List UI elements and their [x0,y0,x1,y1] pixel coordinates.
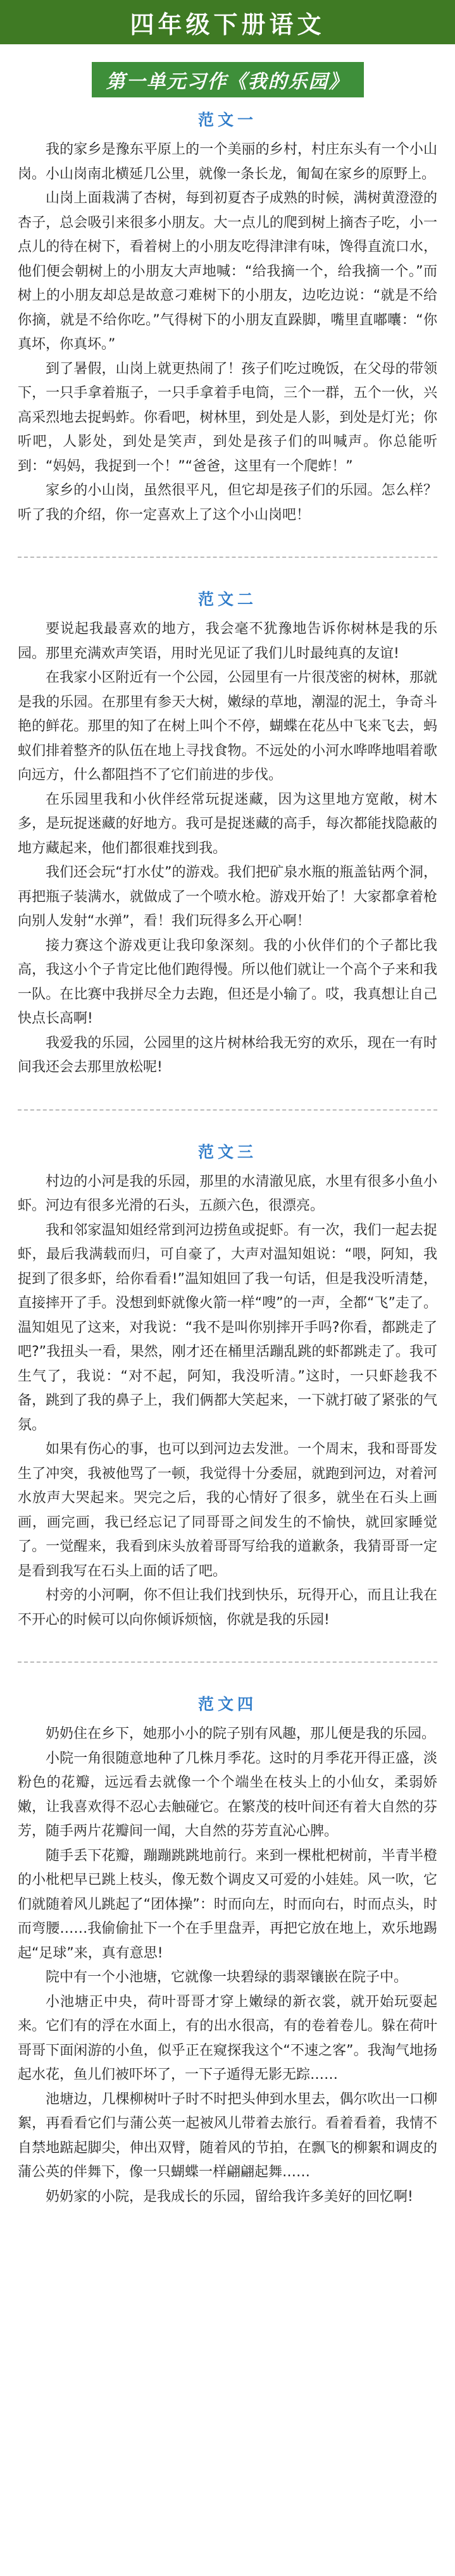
essay-paragraph: 要说起我最喜欢的地方，我会毫不犹豫地告诉你树林是我的乐园。那里充满欢声笑语，用时光见证了我们儿时最纯真的友谊! [18,621,437,662]
essay-paragraph: 在乐园里我和小伙伴经常玩捉迷藏，因为这里地方宽敞，树木多，是玩捉迷藏的好地方。我可是捉迷藏的高手，每次都能找隐蔽的地方藏起来，他们都很难找到我。 [18,791,437,856]
essay-paragraph: 接力赛这个游戏更让我印象深刻。我的小伙伴们的个子都比我高，我这小个子肯定比他们跑得慢。所以他们就让一个高个子来和我一队。在比赛中我拼尽全力去跑，但还是小输了。哎，我真想让自己快点长高啊! [18,937,437,1026]
essay-paragraph: 我的家乡是豫东平原上的一个美丽的乡村，村庄东头有一个小山岗。小山岗南北横延几公里，就像一条长龙，匍匐在家乡的原野上。 [18,142,437,182]
essay-paragraph: 如果有伤心的事，也可以到河边去发泄。一个周末，我和哥哥发生了冲突，我被他骂了一顿，我觉得十分委屈，就跑到河边，对着河水放声大哭起来。哭完之后，我的心情好了很多，就坐在石头上画画，画完画，我已经忘记了同哥哥之间发生的不愉快，就回家睡觉了。一觉醒来，我看到床头放着哥哥写给我的道歉条，我猜哥哥一定是看到我写在石头上面的话了吧。 [18,1441,437,1579]
essay-label: 范文二 [197,590,257,608]
essay-3 [18,1140,437,1633]
essay-paragraph: 我们还会玩“打水仗”的游戏。我们把矿泉水瓶的瓶盖钻两个洞，再把瓶子装满水，就做成了一个喷水枪。游戏开始了！大家都拿着枪向别人发射“水弹”，看！我们玩得多么开心啊！ [18,865,437,929]
essay-1 [18,108,437,527]
essay-paragraph: 村边的小河是我的乐园，那里的水清澈见底，水里有很多小鱼小虾。河边有很多光滑的石头，五颜六色，很漂亮。 [18,1173,437,1214]
grade-title-banner: 四年级下册语文 [0,0,455,44]
essay-paragraph: 我爱我的乐园，公园里的这片树林给我无穷的欢乐，现在一有时间我还会去那里放松呢! [18,1035,437,1075]
essay-paragraph: 我和邻家温知姐经常到河边捞鱼或捉虾。有一次，我们一起去捉虾，最后我满载而归，可自豪了，大声对温知姐说：“喂，阿知，我捉到了很多虾，给你看看!”温知姐回了我一句话，但是我没听清楚，直接摔开了手。没想到虾就像火箭一样“嗖”的一声，全都“飞”走了。温知姐见了这来，对我说：“我不是叫你别摔开手吗?你看，都跳走了吧?”我扭头一看，果然，刚才还在桶里活蹦乱跳的虾都跳走了。我可生气了，我说：“对不起，阿知，我没听清。”这时，一只虾趁我不备，跳到了我的鼻子上，我们俩都大笑起来，一下就打破了紧张的气氛。 [18,1222,437,1433]
unit-heading: 第一单元习作《我的乐园》 [92,62,364,97]
essay-paragraph: 山岗上面栽满了杏树，每到初夏杏子成熟的时候，满树黄澄澄的杏子，总会吸引来很多小朋友。大一点儿的爬到树上摘杏子吃，小一点儿的待在树下，看着树上的小朋友吃得津津有味，馋得直流口水，他们便会朝树上的小朋友大声地喊：“给我摘一个，给我摘一个。”而树上的小朋友却总是故意刁难树下的小朋友，边吃边说：“就是不给你摘，就是不给你吃。”气得树下的小朋友直跺脚，嘴里直嘟囔：“你真坏，你真坏。” [18,190,437,352]
section-divider [18,1109,437,1111]
section-divider [18,557,437,558]
essay-2 [18,587,437,1080]
essay-paragraph: 到了暑假，山岗上就更热闹了！孩子们吃过晚饭，在父母的带领下，一只手拿着瓶子，一只手拿着手电筒，三个一群，五个一伙，兴高采烈地去捉蚂蚱。你看吧，树林里，到处是人影，到处是灯光；你听吧，人影处，到处是笑声，到处是孩子们的叫喊声。你总能听到：“妈妈，我捉到一个！”“爸爸，这里有一个爬蚱！” [18,361,437,474]
section-divider [18,1661,437,1663]
essay-paragraph: 奶奶家的小院，是我成长的乐园，留给我许多美好的回忆啊! [46,2188,413,2205]
essay-label: 范文三 [197,1142,257,1161]
essay-paragraph: 院中有一个小池塘，它就像一块碧绿的翡翠镶嵌在院子中。 [46,1969,408,1985]
essay-paragraph: 随手丢下花瓣，蹦蹦跳跳地前行。来到一棵枇杷树前，半青半橙的小枇杷早已跳上枝头，像无数个调皮又可爱的小娃娃。风一吹，它们就随着风儿跳起了“团体操”：时而向左，时而向右，时而点头，时而弯腰……我偷偷扯下一个在手里盘弄，再把它放在地上，欢乐地踢起“足球”来，真有意思! [18,1847,437,1961]
essay-4 [18,1692,437,2209]
essay-paragraph: 在我家小区附近有一个公园，公园里有一片很茂密的树林，那就是我的乐园。在那里有参天大树，嫩绿的草地，潮湿的泥土，争奇斗艳的鲜花。那里的知了在树上叫个不停，蝴蝶在花丛中飞来飞去，蚂蚁们排着整齐的队伍在地上寻找食物。不远处的小河水哗哗地唱着歌向远方，什么都阻挡不了它们前进的步伐。 [18,670,437,783]
essay-paragraph: 池塘边，几棵柳树叶子时不时把头伸到水里去，偶尔吹出一口柳絮，再看看它们与蒲公英一起被风儿带着去旅行。看着看着，我情不自禁地踮起脚尖，伸出双臂，随着风的节拍，在飘飞的柳絮和调皮的蒲公英的伴舞下，像一只蝴蝶一样翩翩起舞…… [18,2091,437,2180]
essay-paragraph: 家乡的小山岗，虽然很平凡，但它却是孩子们的乐园。怎么样？听了我的介绍，你一定喜欢上了这个小山岗吧！ [18,483,437,523]
essay-paragraph: 小池塘正中央，荷叶哥哥才穿上嫩绿的新衣裳，就开始玩耍起来。它们有的浮在水面上，有的出水很高，有的卷着卷儿。躲在荷叶哥哥下面闲游的小鱼，似乎正在窥探我这个“不速之客”。我淘气地扬起水花，鱼儿们被吓坏了，一下子遁得无影无踪…… [18,1994,437,2083]
essay-label: 范文一 [197,111,257,129]
essay-label: 范文四 [197,1695,257,1713]
essay-paragraph: 小院一角很随意地种了几株月季花。这时的月季花开得正盛，淡粉色的花瓣，远远看去就像一个个端坐在枝头上的小仙女，柔弱娇嫩，让我喜欢得不忍心去触碰它。在繁茂的枝叶间还有着大自然的芬芳，随手两片花瓣间一闻，大自然的芬芳直沁心脾。 [18,1750,437,1839]
essay-paragraph: 村旁的小河啊，你不但让我们找到快乐，玩得开心，而且让我在不开心的时候可以向你倾诉烦恼，你就是我的乐园! [18,1587,437,1628]
essay-paragraph: 奶奶住在乡下，她那小小的院子别有风趣，那儿便是我的乐园。 [46,1726,436,1742]
